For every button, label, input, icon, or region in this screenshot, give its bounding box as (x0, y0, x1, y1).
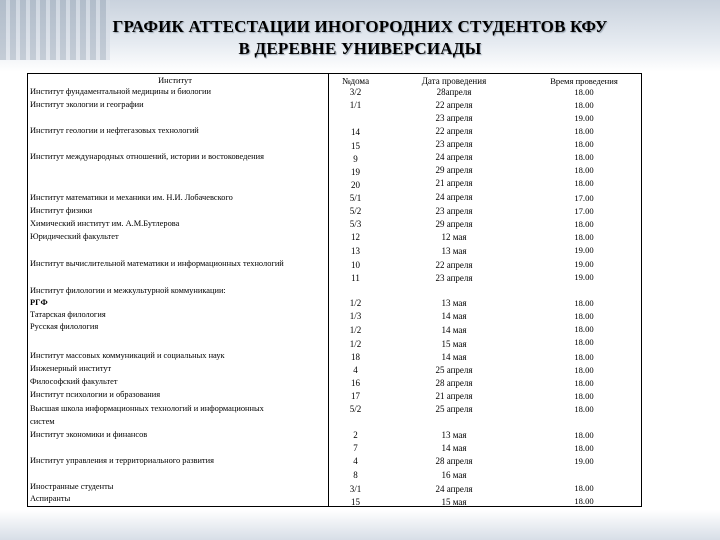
dorm-cell: 7 (353, 443, 358, 453)
dorm-cell: 1/1 (349, 100, 362, 110)
institute-cell: Институт психологии и образования (30, 390, 161, 399)
date-cell: 25 апреля (435, 365, 473, 375)
date-cell: 25 апреля (435, 404, 473, 414)
time-cell: 18.00 (574, 404, 594, 414)
date-cell: 29 апреля (435, 165, 473, 175)
time-cell: 19.00 (574, 272, 594, 282)
institute-cell: Аспиранты (30, 494, 71, 503)
title-line-2: В ДЕРЕВНЕ УНИВЕРСИАДЫ (238, 39, 482, 58)
time-cell: 18.00 (574, 165, 594, 175)
dorm-cell: 1/3 (349, 311, 362, 321)
date-cell: 28 апреля (435, 456, 473, 466)
time-cell: 19.00 (574, 113, 594, 123)
date-cell: 28апреля (436, 87, 472, 97)
dorm-cell: 4 (353, 365, 358, 375)
institute-cell: Высшая школа информационных технологий и информационных систем (30, 404, 264, 426)
time-cell: 18.00 (574, 483, 594, 493)
time-cell: 18.00 (574, 443, 594, 453)
schedule-table (27, 73, 642, 507)
institute-cell: Юридический факультет (30, 232, 119, 241)
dorm-cell: 3/1 (349, 484, 362, 494)
date-cell: 14 мая (441, 325, 467, 335)
dorm-cell: 5/2 (349, 206, 362, 216)
date-cell: 14 мая (441, 352, 467, 362)
dorm-cell: 1/2 (349, 298, 362, 308)
time-cell: 18.00 (574, 152, 594, 162)
time-cell: 18.00 (574, 430, 594, 440)
dorm-cell: 5/2 (349, 404, 362, 414)
date-cell: 13 мая (441, 246, 467, 256)
dorm-cell: 4 (353, 456, 358, 466)
institute-cell: Институт филологии и межкультурной коммуникации: (30, 286, 226, 295)
time-cell: 19.00 (574, 259, 594, 269)
date-cell: 22 апреля (435, 100, 473, 110)
institute-cell: Институт массовых коммуникаций и социальных наук (30, 351, 225, 360)
date-cell: 29 апреля (435, 219, 473, 229)
time-cell: 18.00 (574, 365, 594, 375)
time-cell: 18.00 (574, 298, 594, 308)
institute-cell: Институт геологии и нефтегазовых технологий (30, 126, 199, 135)
dorm-cell: 11 (351, 273, 360, 283)
dorm-cell: 15 (351, 141, 360, 151)
dorm-cell: 5/3 (349, 219, 362, 229)
column-divider (328, 74, 329, 506)
dorm-cell: 2 (353, 430, 358, 440)
institute-cell: Институт вычислительной математики и информационных технологий (30, 259, 284, 268)
time-cell: 18.00 (574, 324, 594, 334)
institute-cell: Институт экологии и географии (30, 100, 144, 109)
dorm-cell: 9 (353, 154, 358, 164)
institute-cell: Татарская филология (30, 310, 106, 319)
time-cell: 18.00 (574, 352, 594, 362)
dorm-cell: 18 (351, 352, 360, 362)
time-cell: 18.00 (574, 178, 594, 188)
institute-cell: Иностранные студенты (30, 482, 114, 491)
time-cell: 18.00 (574, 378, 594, 388)
date-cell: 21 апреля (435, 391, 473, 401)
dorm-cell: 8 (353, 470, 358, 480)
date-cell: 22 апреля (435, 126, 473, 136)
institute-cell: Русская филология (30, 322, 99, 331)
date-cell: 15 мая (441, 497, 467, 507)
date-cell: 15 мая (441, 339, 467, 349)
time-cell: 18.00 (574, 126, 594, 136)
time-cell: 18.00 (574, 100, 594, 110)
dorm-cell: 19 (351, 167, 360, 177)
time-cell: 18.00 (574, 219, 594, 229)
dorm-cell: 3/2 (349, 87, 362, 97)
dorm-cell: 13 (351, 246, 360, 256)
dorm-cell: 12 (351, 232, 360, 242)
date-cell: 16 мая (441, 470, 467, 480)
institute-cell: Институт физики (30, 206, 93, 215)
institute-cell: РГФ (30, 298, 48, 307)
date-cell: 21 апреля (435, 178, 473, 188)
dorm-cell: 17 (351, 391, 360, 401)
date-cell: 23 апреля (435, 139, 473, 149)
time-cell: 17.00 (574, 193, 594, 203)
date-cell: 22 апреля (435, 260, 473, 270)
time-cell: 17.00 (574, 206, 594, 216)
header-institute: Институт (158, 76, 192, 85)
date-cell: 14 мая (441, 443, 467, 453)
dorm-cell: 16 (351, 378, 360, 388)
time-cell: 18.00 (574, 311, 594, 321)
date-cell: 23 апреля (435, 113, 473, 123)
time-cell: 18.00 (574, 87, 594, 97)
time-cell: 18.00 (574, 337, 594, 347)
date-cell: 24 апреля (435, 152, 473, 162)
date-cell: 28 апреля (435, 378, 473, 388)
date-cell: 23 апреля (435, 273, 473, 283)
date-cell: 24 апреля (435, 484, 473, 494)
table-border-left (27, 74, 28, 506)
dorm-cell: 20 (351, 180, 360, 190)
institute-cell: Институт математики и механики им. Н.И. Лобачевского (30, 193, 233, 202)
date-cell: 13 мая (441, 430, 467, 440)
institute-cell: Институт фундаментальной медицины и биологии (30, 87, 212, 96)
page-title (0, 16, 720, 60)
institute-cell: Институт международных отношений, истории и востоковедения (30, 152, 264, 161)
header-dorm: №дома (341, 76, 370, 86)
time-cell: 18.00 (574, 496, 594, 506)
title-line-1: ГРАФИК АТТЕСТАЦИИ ИНОГОРОДНИХ СТУДЕНТОВ КФУ (112, 17, 608, 36)
dorm-cell: 14 (351, 127, 360, 137)
institute-cell: Химический институт им. А.М.Бутлерова (30, 219, 180, 228)
time-cell: 18.00 (574, 391, 594, 401)
table-border-right (641, 74, 642, 506)
date-cell: 14 мая (441, 311, 467, 321)
dorm-cell: 15 (351, 497, 360, 507)
dorm-cell: 5/1 (349, 193, 362, 203)
date-cell: 23 апреля (435, 206, 473, 216)
dorm-cell: 1/2 (349, 325, 362, 335)
time-cell: 19.00 (574, 245, 594, 255)
institute-cell: Инженерный институт (30, 364, 112, 373)
time-cell: 18.00 (574, 139, 594, 149)
header-time: Время проведения (550, 76, 618, 86)
institute-cell: Философский факультет (30, 377, 118, 386)
date-cell: 24 апреля (435, 192, 473, 202)
date-cell: 13 мая (441, 298, 467, 308)
dorm-cell: 1/2 (349, 339, 362, 349)
date-cell: 12 мая (441, 232, 467, 242)
dorm-cell: 10 (351, 260, 360, 270)
time-cell: 19.00 (574, 456, 594, 466)
time-cell: 18.00 (574, 232, 594, 242)
institute-cell: Институт управления и территориального развития (30, 456, 214, 465)
header-date: Дата проведения (421, 76, 487, 86)
institute-cell: Институт экономики и финансов (30, 430, 148, 439)
footer-band (0, 510, 720, 540)
